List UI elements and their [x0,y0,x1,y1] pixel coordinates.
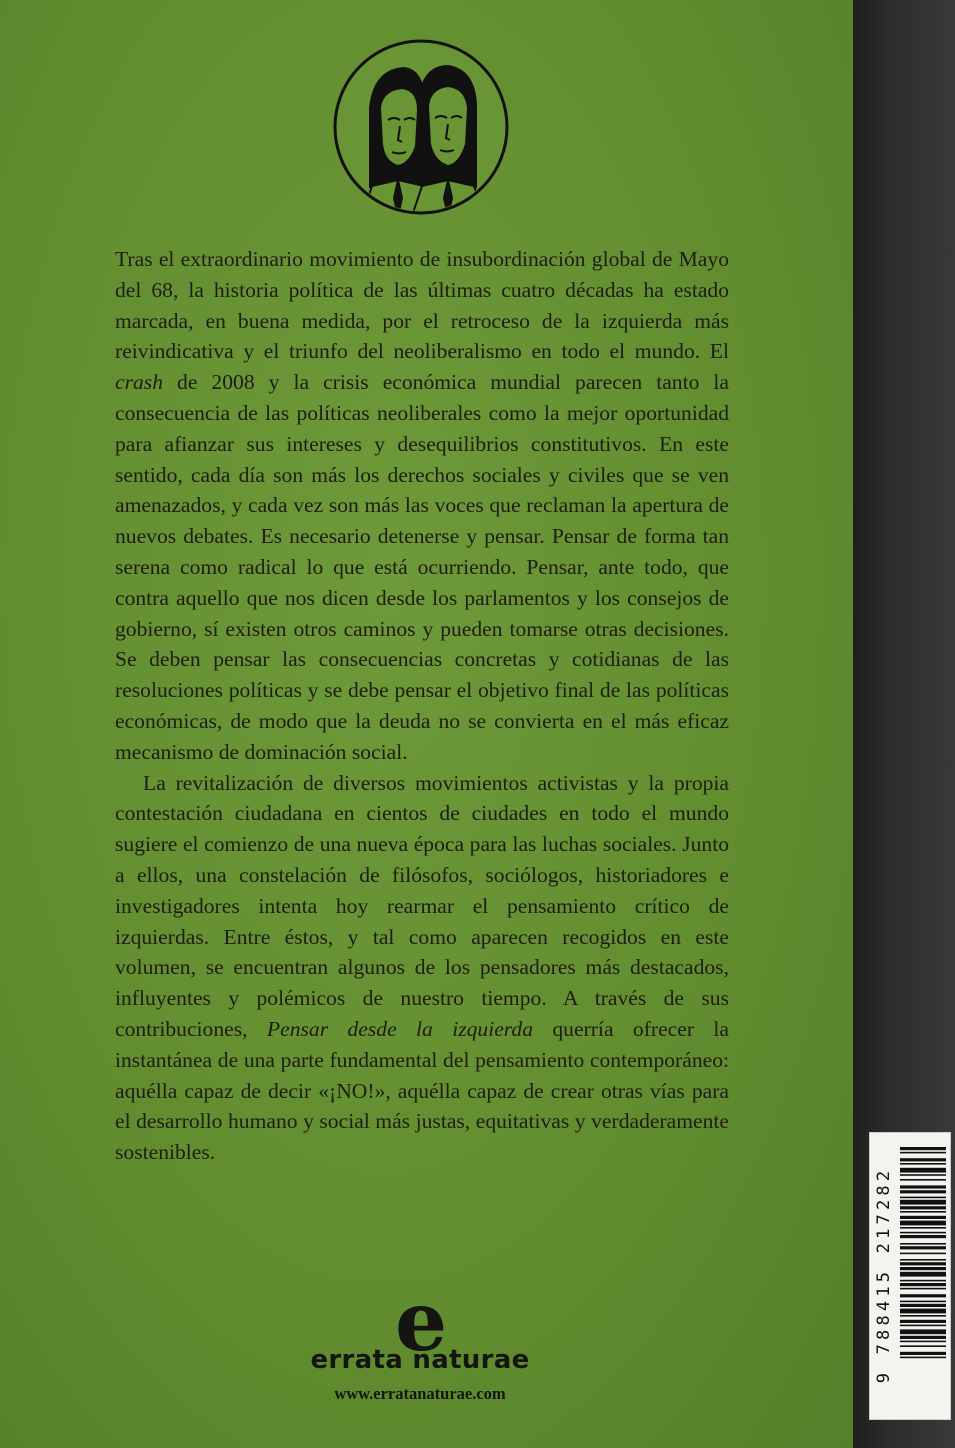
barcode-bar [900,1320,946,1323]
barcode-bar [900,1325,946,1327]
book-title-italic: Pensar desde la izquierda [266,1016,533,1041]
barcode-bar [900,1280,946,1282]
barcode-bar [900,1262,946,1265]
barcode-bar [900,1174,946,1176]
barcode-bar [900,1197,946,1199]
barcode-bar [900,1190,946,1193]
blurb-text: La revitalización de diversos movimientos activistas y la propia contestación ciudadana en cientos de ciudades en todo el mundo sugiere el comienzo de una nueva época para las luchas sociales. Junto a ellos, una constelación de filósofos, sociólogos, historiadores e investigadores intenta hoy rearmar el pensamiento crítico de izquierdas. Entre éstos, y tal como aparecen recogidos en este volumen, se encuentran algunos de los pensadores más destacados, influyentes y polémicos de nuestro tiempo. A través de sus contribuciones, [115,770,729,1041]
barcode-bar [900,1253,946,1255]
barcode-bar [900,1352,946,1355]
barcode-bar [900,1232,946,1234]
barcode-bar [900,1301,946,1303]
blurb-paragraph-1 [115,244,729,768]
blurb-text: querría ofrecer la instantánea de una parte fundamental del pensamiento contemporáneo: aquélla capaz de decir «¡NO!», aquélla capaz de crear otras vías para el desarrollo humano y social más justas, equitativas y verdaderamente sostenibles. [115,1016,730,1165]
barcode-bar [900,1147,946,1150]
barcode-bar [900,1227,946,1229]
barcode-bar [900,1221,946,1226]
barcode-bar [900,1200,946,1205]
barcode-bar [900,1163,946,1165]
barcode-bar [900,1315,946,1317]
barcode-bar [900,1211,946,1213]
blurb-text: de 2008 y la crisis económica mundial parecen tanto la consecuencia de las políticas neoliberales como la mejor oportunidad para afianzar sus intereses y desequilibrios constitutivos. En este sentido, cada día son más los derechos sociales y civiles que se ven amenazados, y cada vez son más las voces que reclaman la apertura de nuevos debates. Es necesario detenerse y pensar. Pensar de forma tan serena como radical lo que está ocurriendo. Pensar, ante todo, que contra aquello que nos dicen desde los parlamentos y los consejos de gobierno, sí existen otros caminos y pueden tomarse otras decisiones. Se deben pensar las consecuencias concretas y cotidianas de las resoluciones políticas y se debe pensar el objetivo final de las políticas económicas, de modo que la deuda no se convierta en el más eficaz mecanismo de dominación social. [115,370,729,764]
publisher-name: errata naturae [310,1345,530,1375]
isbn-number: 9 788415 217282 [874,1166,894,1384]
barcode-bar [900,1272,946,1277]
barcode-bar [900,1288,946,1290]
barcode-bar [900,1329,946,1334]
blurb-paragraph-2 [115,768,729,1168]
barcode-bar [900,1168,946,1173]
barcode-bar [900,1336,946,1339]
barcode-bar [900,1345,946,1347]
barcode-bar [900,1309,946,1314]
blurb-italic-term: crash [115,370,163,395]
barcode-bar [900,1158,946,1161]
publisher-logo-mark: e [395,1274,448,1370]
twins-portrait-emblem [332,38,510,216]
barcode-bar [900,1304,946,1307]
barcode-bar [900,1246,946,1249]
barcode-bar [900,1294,946,1297]
barcode-bar [900,1206,946,1209]
barcode-bar [900,1283,946,1286]
barcode-bar [900,1243,946,1245]
barcode-bar [900,1259,946,1261]
barcode-bar [900,1216,946,1219]
barcode-bar [900,1185,946,1188]
barcode-bar [900,1152,946,1154]
publisher-url: www.erratanaturae.com [334,1384,506,1403]
barcode-bar [900,1235,946,1238]
isbn-digits [872,1132,896,1418]
blurb-text: Tras el extraordinario movimiento de insubordinación global de Mayo del 68, la historia política de las últimas cuatro décadas ha estado marcada, en buena medida, por el retroceso de la izquierda más reivindicativa y el triunfo del neoliberalismo en todo el mundo. El [115,247,729,364]
barcode-bar [900,1179,946,1181]
barcode-bar [900,1357,946,1359]
barcode-bar [900,1267,946,1270]
barcode-bar [900,1341,946,1343]
back-cover-blurb [115,244,729,1168]
